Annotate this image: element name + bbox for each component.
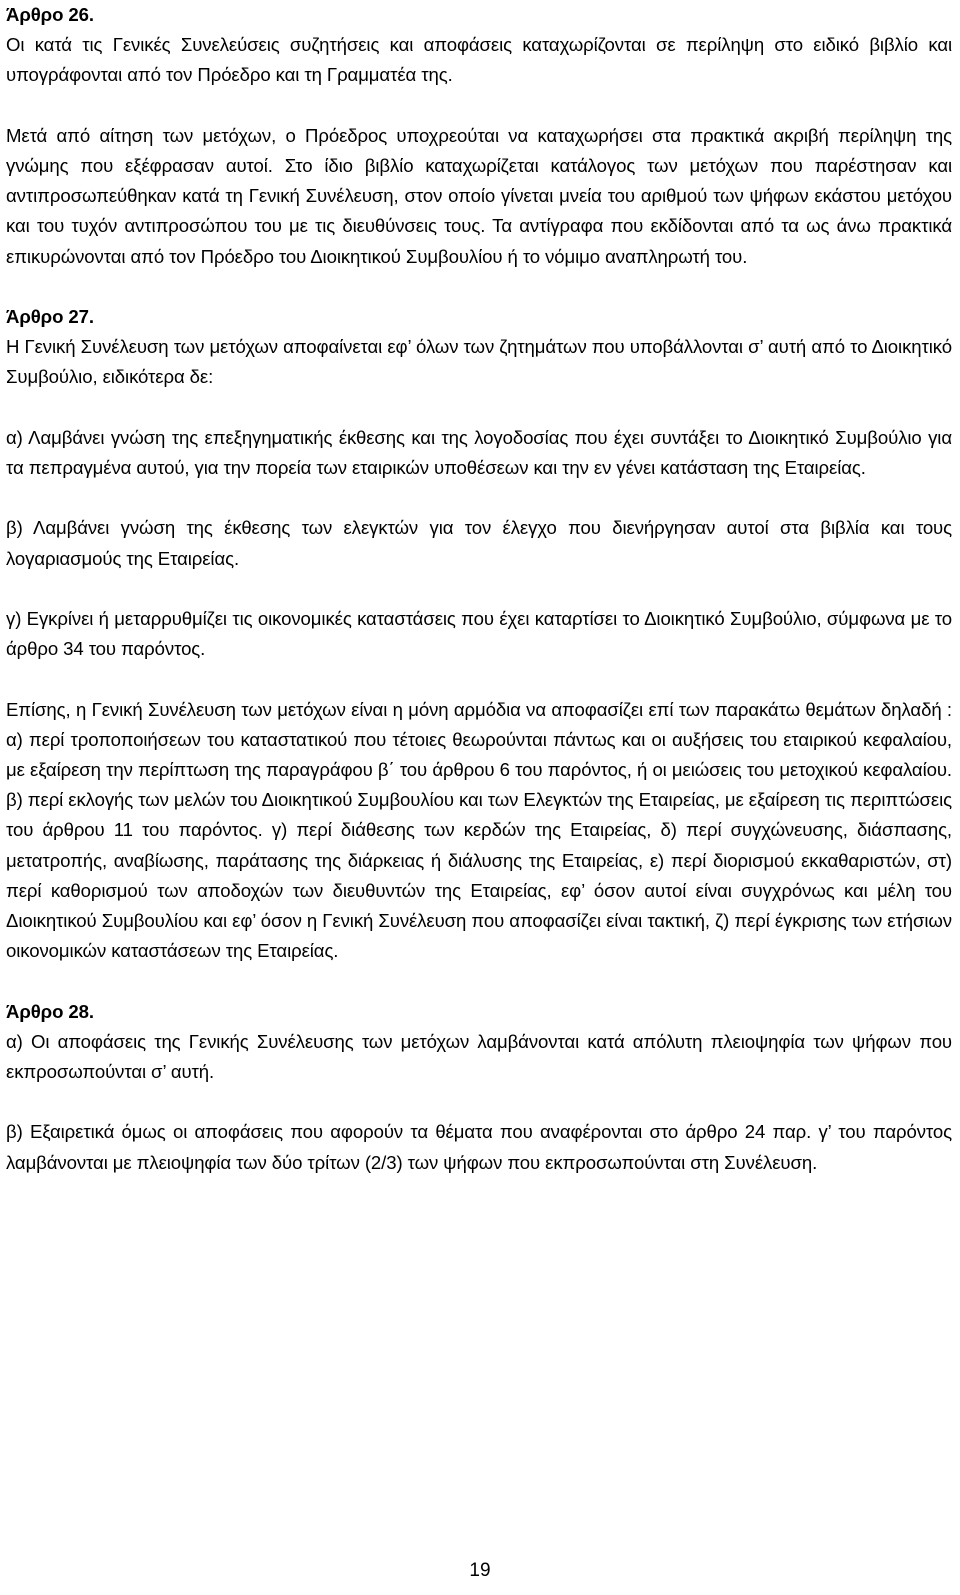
article-28-item-a: α) Οι αποφάσεις της Γενικής Συνέλευσης των μετόχων λαμβάνονται κατά απόλυτη πλειοψηφία των ψήφων που εκπροσωπούνται σ’ αυτή. (6, 1030, 952, 1082)
article-27-extra-paragraph: Επίσης, η Γενική Συνέλευση των μετόχων είναι η μόνη αρμόδια να αποφασίζει επί των παρακάτω θεμάτων δηλαδή : α) περί τροποποιήσεων του καταστατικού που τέτοιες θεωρούνται πάντως και οι αυξήσεις του εταιρικού κεφαλαίου, με εξαίρεση την περίπτωση της παραγράφου β΄ του άρθρου 6 του παρόντος, ή οι μειώσεις του μετοχικού κεφαλαίου. β) περί εκλογής των μελών του Διοικητικού Συμβουλίου και των Ελεγκτών της Εταιρείας, με εξαίρεση τις περιπτώσεις του άρθρου 11 του παρόντος. γ) περί διάθεσης των κερδών της Εταιρείας, δ) περί συγχώνευσης, διάσπασης, μετατροπής, αναβίωσης, παράτασης της διάρκειας ή διάλυσης της Εταιρείας, ε) περί διορισμού εκκαθαριστών, στ) περί καθορισμού των αποδοχών των διευθυντών της Εταιρείας, εφ’ όσον αυτοί είναι συγχρόνως και μέλη του Διοικητικού Συμβουλίου και εφ’ όσον η Γενική Συνέλευση που αποφασίζει είναι τακτική, ζ) περί έγκρισης των ετήσιων οικονομικών καταστάσεων της Εταιρείας. (6, 698, 952, 962)
article-26-paragraph-1: Οι κατά τις Γενικές Συνελεύσεις συζητήσεις και αποφάσεις καταχωρίζονται σε περίληψη στο ειδικό βιβλίο και υπογράφονται από τον Πρόεδρο και τη Γραμματέα της. (6, 34, 952, 86)
spacer (6, 574, 952, 604)
article-28-item-b: β) Εξαιρετικά όμως οι αποφάσεις που αφορούν τα θέματα που αναφέρονται στο άρθρο 24 παρ. γ’ του παρόντος λαμβάνονται με πλειοψηφία των δύο τρίτων (2/3) των ψήφων που εκπροσωπούνται στη Συνέλευση. (6, 1121, 952, 1173)
spacer (6, 966, 952, 996)
spacer (6, 272, 952, 302)
article-27-item-b: β) Λαμβάνει γνώση της έκθεσης των ελεγκτών για τον έλεγχο που διενήργησαν αυτοί στα βιβλία και τους λογαριασμούς της Εταιρείας. (6, 517, 952, 569)
article-27-heading: Άρθρο 27. (6, 306, 94, 327)
article-27-intro: Η Γενική Συνέλευση των μετόχων αποφαίνεται εφ’ όλων των ζητημάτων που υποβάλλονται σ’ αυτή από το Διοικητικό Συμβούλιο, ειδικότερα δε: (6, 336, 952, 388)
spacer (6, 483, 952, 513)
article-28-heading: Άρθρο 28. (6, 1000, 94, 1022)
page-number: 19 (469, 1560, 491, 1581)
spacer (6, 1087, 952, 1117)
spacer (6, 393, 952, 423)
document-body (6, 0, 952, 1178)
article-27-item-a: α) Λαμβάνει γνώση της επεξηγηματικής έκθεσης και της λογοδοσίας που έχει συντάξει το Διοικητικό Συμβούλιο για τα πεπραγμένα αυτού, για την πορεία των εταιρικών υποθέσεων και την εν γένει κατάσταση της Εταιρείας. (6, 426, 952, 478)
article-27-item-c: γ) Εγκρίνει ή μεταρρυθμίζει τις οικονομικές καταστάσεις που έχει καταρτίσει το Διοικητικό Συμβούλιο, σύμφωνα με το άρθρο 34 του παρόντος. (6, 607, 952, 660)
article-26-paragraph-2: Μετά από αίτηση των μετόχων, ο Πρόεδρος υποχρεούται να καταχωρήσει στα πρακτικά ακριβή περίληψη της γνώμης που εξέφρασαν αυτοί. Στο ίδιο βιβλίο καταχωρίζεται κατάλογος των μετόχων που παρέστησαν και αντιπροσωπεύθηκαν κατά τη Γενική Συνέλευση, στον οποίο γίνεται μνεία του αριθμού των ψήφων εκάστου μετόχου και του τυχόν αντιπροσώπου του με τις διευθύνσεις τους. Τα αντίγραφα που εκδίδονται από τα ως άνω πρακτικά επικυρώνονται από τον Πρόεδρο του Διοικητικού Συμβουλίου ή το νόμιμο αναπληρωτή του. (6, 124, 952, 267)
spacer (6, 91, 952, 121)
spacer (6, 664, 952, 694)
article-26-heading: Άρθρο 26. (6, 4, 94, 25)
